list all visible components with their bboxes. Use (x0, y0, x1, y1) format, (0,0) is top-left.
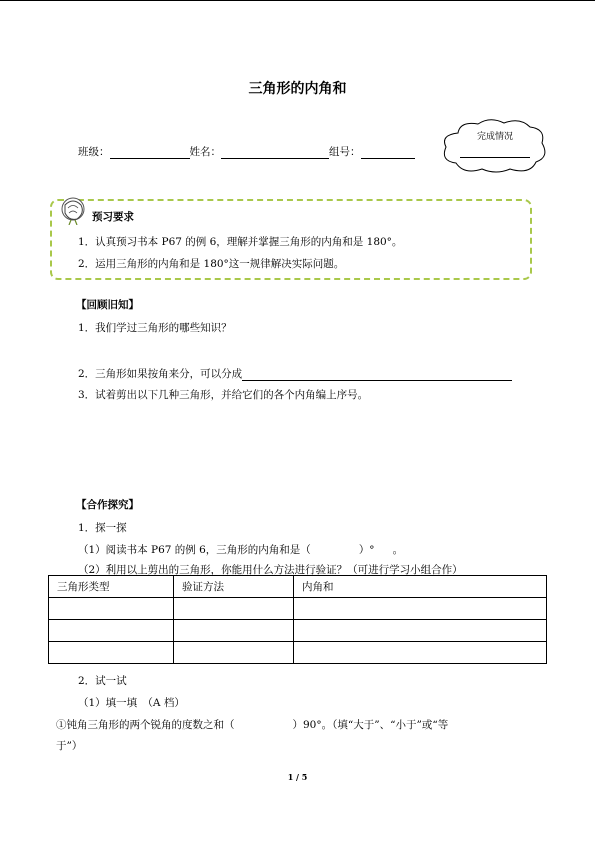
explore-question-1-close: ）° (358, 544, 375, 556)
table-cell[interactable] (174, 598, 294, 620)
table-row (49, 642, 547, 664)
completion-status-label: 完成情况 (476, 132, 513, 142)
group-label: 组号： (329, 146, 361, 158)
explore-step-2: 2．试一试 (78, 675, 127, 687)
preview-item: 2．运用三角形的内角和是 180°这一规律解决实际问题。 (78, 258, 345, 270)
fill-in-question-1-continued: 于”） (56, 740, 83, 752)
table-cell[interactable] (49, 620, 174, 642)
table-row (49, 620, 547, 642)
table-header-cell: 内角和 (294, 576, 547, 598)
triangle-types-answer-field[interactable] (242, 368, 512, 381)
name-label: 姓名： (189, 146, 221, 158)
fill-in-heading: （1）填一填 （A 档） (78, 697, 185, 709)
header-rule (0, 0, 595, 1)
explore-question-2: （2）利用以上剪出的三角形，你能用什么方法进行验证？（可进行学习小组合作） (78, 564, 463, 576)
name-field[interactable] (221, 146, 329, 159)
review-heading: 【回顾旧知】 (76, 299, 139, 311)
table-cell[interactable] (294, 620, 547, 642)
class-label: 班级： (78, 146, 110, 158)
table-cell[interactable] (294, 642, 547, 664)
cloud-shape-icon (440, 117, 550, 175)
flower-decoration-icon (59, 195, 87, 225)
completion-status-field[interactable] (460, 157, 530, 158)
verification-table (48, 575, 547, 664)
fill-in-question-1-mid: ）90° (292, 719, 322, 731)
preview-requirements-box (50, 199, 532, 280)
table-cell[interactable] (174, 620, 294, 642)
table-cell[interactable] (49, 642, 174, 664)
fill-in-question-1 (56, 717, 448, 732)
table-header-row (49, 576, 547, 598)
table-cell[interactable] (174, 642, 294, 664)
review-question-3: 3．试着剪出以下几种三角形，并给它们的各个内角编上序号。 (78, 389, 369, 401)
explore-heading: 【合作探究】 (76, 499, 139, 511)
table-row (49, 598, 547, 620)
preview-heading: 预习要求 (92, 211, 134, 223)
page-title: 三角形的内角和 (248, 81, 347, 97)
completion-status-box (440, 117, 550, 175)
group-field[interactable] (361, 146, 415, 159)
explore-step-1: 1．探一探 (78, 522, 127, 534)
table-cell[interactable] (49, 598, 174, 620)
review-question-2 (78, 366, 512, 381)
explore-question-1-text: （1）阅读书本 P67 的例 6，三角形的内角和是（ (78, 544, 311, 556)
preview-item: 1．认真预习书本 P67 的例 6，理解并掌握三角形的内角和是 180°。 (78, 236, 403, 248)
table-header-cell: 三角形类型 (49, 576, 174, 598)
explore-question-1-end: 。 (392, 544, 404, 556)
page-number: 1 / 5 (287, 772, 308, 782)
review-question-1: 1．我们学过三角形的哪些知识？ (78, 322, 232, 334)
fill-in-question-1-text: ①钝角三角形的两个锐角的度数之和（ (56, 719, 235, 731)
student-info-row (78, 144, 415, 159)
explore-question-1 (78, 542, 403, 557)
table-header-cell: 验证方法 (174, 576, 294, 598)
review-question-2-text: 2．三角形如果按角来分，可以分成 (78, 368, 243, 380)
table-cell[interactable] (294, 598, 547, 620)
class-field[interactable] (110, 146, 190, 159)
fill-in-question-1-hint: 。（填“大于”、“小于”或“等 (321, 719, 449, 731)
